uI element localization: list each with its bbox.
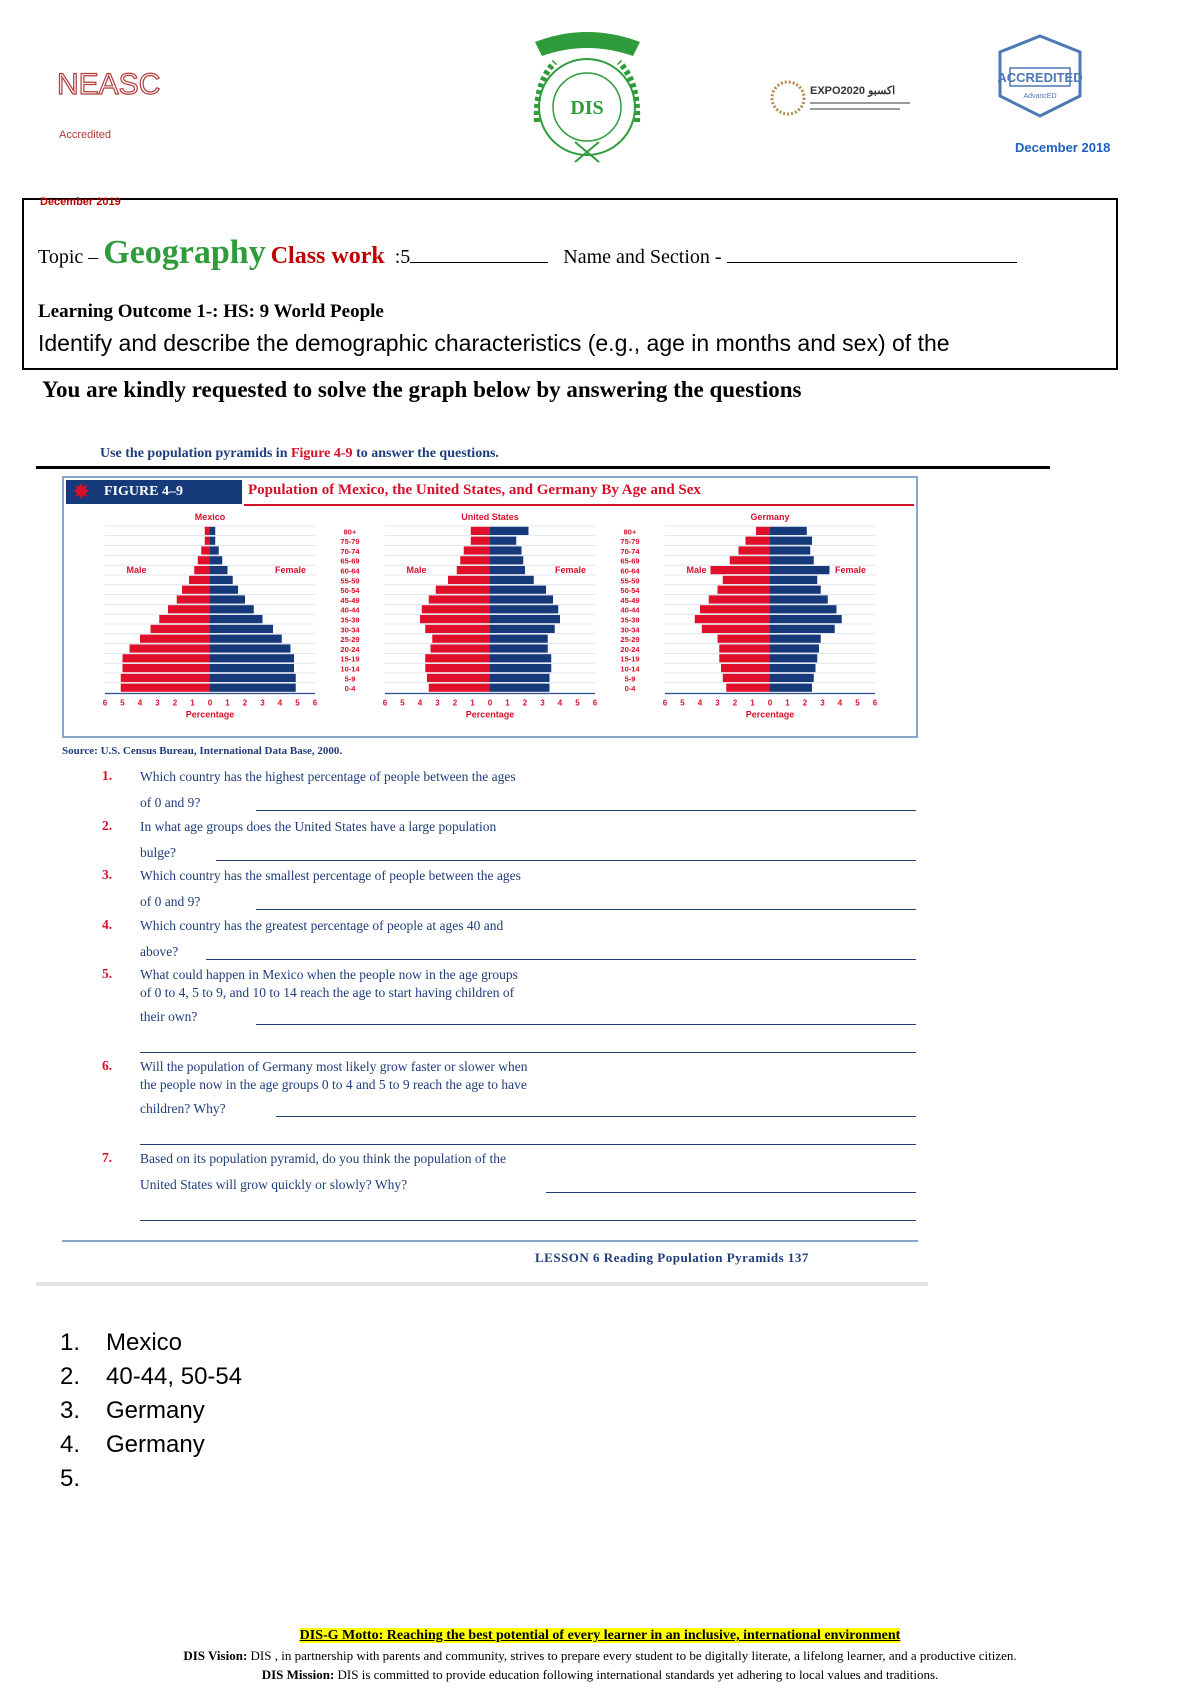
age-group-label: 5-9 xyxy=(344,674,356,684)
x-tick-label: 1 xyxy=(190,698,195,708)
vision-label: DIS Vision: xyxy=(183,1648,248,1663)
motto-text: DIS-G Motto: Reaching the best potential of every learner in an inclusive, international environment xyxy=(299,1628,901,1643)
expo2020-logo xyxy=(770,76,920,120)
country-name: Mexico xyxy=(194,512,226,522)
question-text-line: Which country has the highest percentage of people between the ages xyxy=(140,769,516,784)
male-bar xyxy=(429,595,490,603)
age-group-label: 55-59 xyxy=(620,576,640,586)
x-tick-label: 4 xyxy=(697,698,703,708)
answer-text: Germany xyxy=(106,1397,205,1424)
age-group-label: 65-69 xyxy=(620,556,640,566)
neasc-accredited-text: Accredited xyxy=(59,129,111,141)
male-bar xyxy=(723,576,770,584)
vision xyxy=(0,1648,1200,1664)
country-name: United States xyxy=(461,512,519,522)
question-text-line: What could happen in Mexico when the people now in the age groups xyxy=(140,967,518,982)
female-bar xyxy=(490,586,546,594)
figure-title-rule xyxy=(244,504,914,506)
female-bar xyxy=(210,586,238,594)
bottom-rule xyxy=(62,1240,918,1242)
question-number: 1. xyxy=(102,768,113,783)
age-group-label: 35-39 xyxy=(620,615,640,625)
use-prefix: Use the population pyramids in xyxy=(100,446,291,461)
male-bar xyxy=(425,654,490,662)
age-group-label: 30-34 xyxy=(340,625,360,635)
x-tick-label: 3 xyxy=(715,698,720,708)
scan-edge xyxy=(36,1282,928,1286)
figure-title: Population of Mexico, the United States, and Germany By Age and Sex xyxy=(248,482,701,498)
male-bar xyxy=(205,527,210,535)
mission xyxy=(0,1667,1200,1683)
age-group-label: 40-44 xyxy=(340,605,360,615)
dis-initials: DIS xyxy=(570,97,604,119)
female-label: Female xyxy=(274,565,307,575)
question-text-line: Which country has the greatest percentage of people at ages 40 and xyxy=(140,918,504,933)
x-tick-label: 2 xyxy=(802,698,808,708)
male-label: Male xyxy=(126,565,147,575)
male-bar xyxy=(432,635,490,643)
question-text-line: Based on its population pyramid, do you think the population of the xyxy=(140,1151,506,1166)
x-tick-label: 6 xyxy=(312,698,318,708)
female-bar xyxy=(210,674,296,682)
male-bar xyxy=(718,586,771,594)
male-bar xyxy=(723,674,770,682)
age-group-label: 60-64 xyxy=(340,566,360,576)
female-bar xyxy=(210,527,215,535)
female-bar xyxy=(770,684,812,692)
neasc-logo xyxy=(55,66,161,146)
female-bar xyxy=(490,644,548,652)
age-group-label: 75-79 xyxy=(620,537,640,547)
male-bar xyxy=(205,537,210,545)
x-tick-label: 3 xyxy=(820,698,825,708)
male-bar xyxy=(460,556,490,564)
age-group-label: 30-34 xyxy=(620,625,640,635)
answer-blank-line[interactable] xyxy=(256,1024,916,1025)
male-bar xyxy=(448,576,490,584)
female-bar xyxy=(770,595,828,603)
female-bar xyxy=(490,576,534,584)
question-text-line: Which country has the smallest percentage of people between the ages xyxy=(140,868,521,883)
accredited-text: ACCREDITED xyxy=(997,70,1083,85)
mission-text: DIS is committed to provide education following international standards yet adhering to local values and traditions. xyxy=(334,1667,939,1682)
question-text-line: of 0 and 9? xyxy=(140,894,201,909)
x-tick-label: 4 xyxy=(277,698,283,708)
female-bar xyxy=(770,586,821,594)
female-bar xyxy=(490,566,525,574)
female-bar xyxy=(770,546,810,554)
answer-number: 5. xyxy=(60,1465,81,1492)
female-bar xyxy=(210,625,273,633)
instruction: You are kindly requested to solve the graph below by answering the questions xyxy=(42,377,802,402)
vision-text: DIS , in partnership with parents and community, strives to prepare every student to be digitally literate, a lifelong learner, and a productive citizen. xyxy=(247,1648,1017,1663)
male-bar xyxy=(422,605,490,613)
male-bar xyxy=(471,527,490,535)
x-tick-label: 6 xyxy=(382,698,388,708)
female-bar xyxy=(210,556,222,564)
male-bar xyxy=(719,644,770,652)
x-tick-label: 0 xyxy=(207,698,213,708)
age-group-label: 10-14 xyxy=(340,664,360,674)
question-number: 6. xyxy=(102,1058,113,1073)
female-bar xyxy=(490,546,522,554)
question-text-line: above? xyxy=(140,944,179,959)
male-bar xyxy=(425,664,490,672)
lesson-footer: LESSON 6 Reading Population Pyramids 137 xyxy=(535,1250,809,1265)
expo-text: EXPO2020 اكسبو xyxy=(810,85,896,97)
male-bar xyxy=(695,615,770,623)
age-group-label: 80+ xyxy=(343,527,357,537)
age-group-label: 75-79 xyxy=(340,537,360,547)
female-bar xyxy=(490,674,550,682)
x-tick-label: 2 xyxy=(242,698,248,708)
age-group-label: 40-44 xyxy=(620,605,640,615)
dis-school-logo xyxy=(515,22,660,172)
question-number: 7. xyxy=(102,1150,113,1165)
x-tick-label: 4 xyxy=(137,698,143,708)
question-text-line: Will the population of Germany most likely grow faster or slower when xyxy=(140,1059,528,1074)
age-group-label: 20-24 xyxy=(620,644,640,654)
female-bar xyxy=(490,625,555,633)
male-bar xyxy=(182,586,210,594)
answer-number: 2. xyxy=(60,1363,81,1390)
female-bar xyxy=(210,537,215,545)
x-tick-label: 2 xyxy=(172,698,178,708)
x-tick-label: 2 xyxy=(452,698,458,708)
male-bar xyxy=(189,576,210,584)
female-label: Female xyxy=(554,565,587,575)
female-bar xyxy=(770,644,819,652)
x-tick-label: 1 xyxy=(785,698,790,708)
male-bar xyxy=(471,537,490,545)
female-bar xyxy=(770,566,830,574)
male-bar xyxy=(177,595,210,603)
x-tick-label: 2 xyxy=(732,698,738,708)
answer-blank-line[interactable] xyxy=(140,1220,916,1221)
male-bar xyxy=(198,556,210,564)
x-tick-label: 6 xyxy=(662,698,668,708)
female-bar xyxy=(210,546,219,554)
female-bar xyxy=(210,566,228,574)
female-bar xyxy=(490,635,548,643)
question-text-line: of 0 to 4, 5 to 9, and 10 to 14 reach the age to start having children of xyxy=(140,985,515,1000)
x-tick-label: 1 xyxy=(470,698,475,708)
female-bar xyxy=(490,537,516,545)
female-bar xyxy=(490,615,560,623)
topic-line xyxy=(38,234,1017,272)
answers-list xyxy=(60,1326,242,1496)
question-number: 3. xyxy=(102,867,113,882)
female-bar xyxy=(770,615,842,623)
x-tick-label: 5 xyxy=(855,698,860,708)
x-tick-label: 0 xyxy=(767,698,773,708)
answer-item xyxy=(60,1326,242,1360)
x-tick-label: 6 xyxy=(102,698,108,708)
female-bar xyxy=(770,625,835,633)
x-tick-label: 5 xyxy=(575,698,580,708)
age-group-label: 15-19 xyxy=(620,654,640,664)
x-tick-label: 6 xyxy=(592,698,598,708)
answer-blank-line[interactable] xyxy=(140,1144,916,1145)
male-bar xyxy=(709,595,770,603)
female-bar xyxy=(770,537,812,545)
age-group-label: 65-69 xyxy=(340,556,360,566)
name-section-label: Name and Section - xyxy=(563,246,722,268)
female-bar xyxy=(490,595,553,603)
x-tick-label: 3 xyxy=(540,698,545,708)
male-bar xyxy=(700,605,770,613)
male-bar xyxy=(121,684,210,692)
x-tick-label: 5 xyxy=(680,698,685,708)
population-pyramids-chart xyxy=(64,508,916,736)
female-bar xyxy=(490,664,551,672)
answer-blank-line[interactable] xyxy=(216,860,916,861)
female-label: Female xyxy=(834,565,867,575)
x-axis-label: Percentage xyxy=(745,709,795,720)
age-group-label: 0-4 xyxy=(344,684,356,694)
male-bar xyxy=(739,546,771,554)
question-text-line: children? Why? xyxy=(140,1101,226,1116)
question-text-line: In what age groups does the United States have a large population xyxy=(140,819,497,834)
female-bar xyxy=(770,556,814,564)
male-bar xyxy=(194,566,210,574)
answer-number: 3. xyxy=(60,1397,81,1424)
age-group-label: 10-14 xyxy=(620,664,640,674)
divider xyxy=(36,466,1050,469)
female-bar xyxy=(490,684,550,692)
x-tick-label: 6 xyxy=(872,698,878,708)
age-group-label: 55-59 xyxy=(340,576,360,586)
use-suffix: to answer the questions. xyxy=(352,446,499,461)
male-label: Male xyxy=(406,565,427,575)
male-bar xyxy=(746,537,771,545)
female-bar xyxy=(210,615,263,623)
male-bar xyxy=(719,654,770,662)
x-axis-label: Percentage xyxy=(465,709,515,720)
answer-blank-line[interactable] xyxy=(276,1116,916,1117)
male-bar xyxy=(425,625,490,633)
female-bar xyxy=(210,644,291,652)
female-bar xyxy=(770,654,817,662)
female-bar xyxy=(210,684,296,692)
mission-label: DIS Mission: xyxy=(261,1667,335,1682)
male-label: Male xyxy=(686,565,707,575)
male-bar xyxy=(121,674,210,682)
x-tick-label: 3 xyxy=(155,698,160,708)
male-bar xyxy=(140,635,210,643)
male-bar xyxy=(718,635,771,643)
star-icon: ✸ xyxy=(72,479,91,504)
accredited-badge xyxy=(990,32,1090,120)
outcome-description: Identify and describe the demographic characteristics (e.g., age in months and sex) of the xyxy=(38,330,950,356)
answer-item xyxy=(60,1394,242,1428)
male-bar xyxy=(123,664,211,672)
female-bar xyxy=(210,654,294,662)
age-group-label: 25-29 xyxy=(620,635,640,645)
country-name: Germany xyxy=(750,512,790,522)
x-tick-label: 1 xyxy=(750,698,755,708)
classwork-number-blank[interactable] xyxy=(410,262,548,263)
answer-blank-line[interactable] xyxy=(206,959,916,960)
learning-outcome: Learning Outcome 1-: HS: 9 World People xyxy=(38,301,384,322)
answer-item xyxy=(60,1462,242,1496)
female-bar xyxy=(490,654,551,662)
answer-blank-line[interactable] xyxy=(140,1052,916,1053)
x-tick-label: 4 xyxy=(837,698,843,708)
female-bar xyxy=(770,605,837,613)
question-text-line: of 0 and 9? xyxy=(140,795,201,810)
age-group-label: 80+ xyxy=(623,527,637,537)
answer-blank-line[interactable] xyxy=(256,909,916,910)
answer-text: Mexico xyxy=(106,1329,183,1356)
male-bar xyxy=(457,566,490,574)
age-group-label: 0-4 xyxy=(624,684,636,694)
topic-prefix: Topic – xyxy=(38,246,99,268)
x-tick-label: 0 xyxy=(487,698,493,708)
topic-title: Geography xyxy=(103,234,266,271)
answer-number: 1. xyxy=(60,1329,81,1356)
x-tick-label: 4 xyxy=(417,698,423,708)
classwork-label: Class work xyxy=(270,243,385,269)
male-bar xyxy=(464,546,490,554)
age-group-label: 35-39 xyxy=(340,615,360,625)
answer-text: Germany xyxy=(106,1431,205,1458)
answer-number: 4. xyxy=(60,1431,81,1458)
figure-tag: FIGURE 4–9 xyxy=(66,480,242,504)
question-text-line: the people now in the age groups 0 to 4 and 5 to 9 reach the age to have xyxy=(140,1077,527,1092)
x-tick-label: 1 xyxy=(225,698,230,708)
classwork-number: :5 xyxy=(394,246,411,268)
motto xyxy=(0,1628,1200,1644)
x-tick-label: 4 xyxy=(557,698,563,708)
male-bar xyxy=(168,605,210,613)
female-bar xyxy=(770,576,817,584)
age-group-label: 50-54 xyxy=(340,586,360,596)
use-figure-ref: Figure 4-9 xyxy=(290,446,353,461)
question-number: 5. xyxy=(102,966,113,981)
x-tick-label: 5 xyxy=(400,698,405,708)
age-group-label: 45-49 xyxy=(620,595,640,605)
female-bar xyxy=(770,635,821,643)
neasc-logo-text: NEASC xyxy=(57,68,161,101)
male-bar xyxy=(123,654,211,662)
male-bar xyxy=(427,674,490,682)
use-instruction xyxy=(100,446,499,462)
figure-source: Source: U.S. Census Bureau, International Data Base, 2000. xyxy=(62,745,343,757)
female-bar xyxy=(490,605,558,613)
age-group-label: 50-54 xyxy=(620,586,640,596)
male-bar xyxy=(159,615,210,623)
male-bar xyxy=(420,615,490,623)
age-group-label: 70-74 xyxy=(620,546,640,556)
male-bar xyxy=(429,684,490,692)
female-bar xyxy=(770,674,814,682)
name-section-blank[interactable] xyxy=(727,262,1017,263)
question-number: 2. xyxy=(102,818,113,833)
answer-item xyxy=(60,1428,242,1462)
female-bar xyxy=(210,664,294,672)
male-bar xyxy=(151,625,211,633)
x-axis-label: Percentage xyxy=(185,709,235,720)
female-bar xyxy=(210,605,254,613)
x-tick-label: 2 xyxy=(522,698,528,708)
female-bar xyxy=(210,635,282,643)
question-number: 4. xyxy=(102,917,113,932)
male-bar xyxy=(711,566,771,574)
x-tick-label: 1 xyxy=(505,698,510,708)
answer-blank-line[interactable] xyxy=(546,1192,916,1193)
age-group-label: 70-74 xyxy=(340,546,360,556)
female-bar xyxy=(770,527,807,535)
female-bar xyxy=(490,556,523,564)
age-group-label: 60-64 xyxy=(620,566,640,576)
male-bar xyxy=(431,644,491,652)
question-text-line: United States will grow quickly or slowly? Why? xyxy=(140,1177,408,1192)
x-tick-label: 5 xyxy=(295,698,300,708)
female-bar xyxy=(210,595,245,603)
male-bar xyxy=(756,527,770,535)
question-text-line: bulge? xyxy=(140,845,176,860)
answer-text: 40-44, 50-54 xyxy=(106,1363,243,1390)
female-bar xyxy=(210,576,233,584)
male-bar xyxy=(721,664,770,672)
male-bar xyxy=(702,625,770,633)
answer-blank-line[interactable] xyxy=(256,810,916,811)
answer-item xyxy=(60,1360,242,1394)
age-group-label: 15-19 xyxy=(340,654,360,664)
female-bar xyxy=(490,527,529,535)
male-bar xyxy=(726,684,770,692)
age-group-label: 5-9 xyxy=(624,674,636,684)
date-right: December 2018 xyxy=(1015,140,1111,155)
male-bar xyxy=(730,556,770,564)
male-bar xyxy=(201,546,210,554)
female-bar xyxy=(770,664,816,672)
x-tick-label: 3 xyxy=(260,698,265,708)
male-bar xyxy=(130,644,211,652)
age-group-label: 20-24 xyxy=(340,644,360,654)
date-left: December 2019 xyxy=(40,196,121,208)
male-bar xyxy=(436,586,490,594)
question-text-line: their own? xyxy=(140,1009,198,1024)
x-tick-label: 5 xyxy=(120,698,125,708)
age-group-label: 25-29 xyxy=(340,635,360,645)
accredited-sub: AdvancED xyxy=(1023,93,1057,100)
x-tick-label: 3 xyxy=(435,698,440,708)
age-group-label: 45-49 xyxy=(340,595,360,605)
